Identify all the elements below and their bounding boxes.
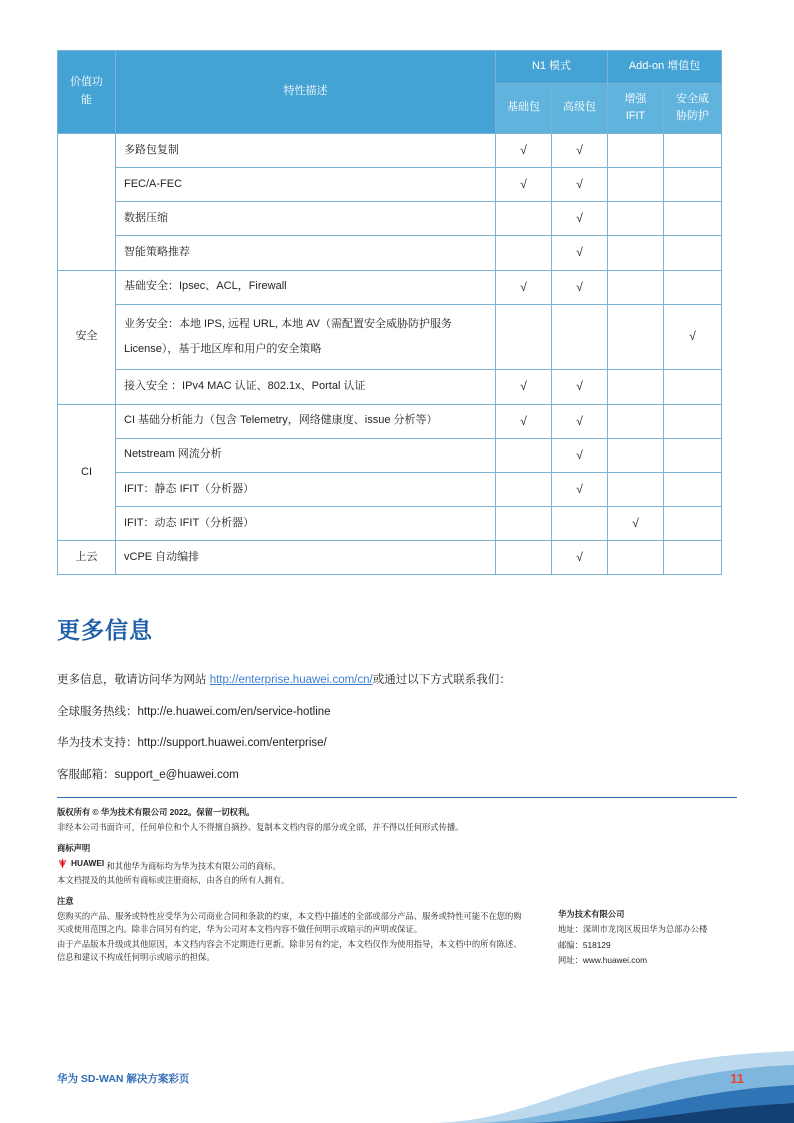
- category-cell-cloud: 上云: [58, 541, 116, 575]
- ifit-cell: [608, 202, 664, 236]
- description-cell: 接入安全 ：IPv4 MAC 认证、802.1x、Portal 认证: [116, 370, 496, 404]
- trademark-line-1-rest: 和其他华为商标均为华为技术有限公司的商标。: [106, 860, 281, 871]
- table-row: [58, 404, 722, 438]
- advanced-cell: √: [552, 541, 608, 575]
- ifit-cell: [608, 404, 664, 438]
- table-row: [58, 438, 722, 472]
- advanced-cell: √: [552, 236, 608, 270]
- company-address-block: [558, 907, 707, 968]
- security-cell: [664, 236, 722, 270]
- trademark-line-2: 本文档提及的其他所有商标或注册商标，由各自的所有人拥有。: [57, 875, 290, 886]
- description-cell: IFIT：动态 IFIT（分析器）: [116, 507, 496, 541]
- basic-cell: [496, 438, 552, 472]
- table-row: [58, 133, 722, 167]
- feature-comparison-table: [57, 50, 722, 575]
- ifit-cell: [608, 270, 664, 304]
- table-header-row-1: [58, 51, 722, 84]
- header-feature: 价值功能: [58, 51, 116, 134]
- security-cell: [664, 133, 722, 167]
- more-info-heading: 更多信息: [57, 617, 153, 643]
- feature-table-container: [57, 50, 721, 575]
- description-cell: vCPE 自动编排: [116, 541, 496, 575]
- basic-cell: √: [496, 270, 552, 304]
- security-cell: [664, 438, 722, 472]
- security-cell: [664, 507, 722, 541]
- copyright-line: 版权所有 © 华为技术有限公司 2022。保留一切权利。: [57, 807, 255, 817]
- header-description: 特性描述: [116, 51, 496, 134]
- security-cell: [664, 472, 722, 506]
- table-row: [58, 541, 722, 575]
- contact-intro-prefix: 更多信息，敬请访问华为网站: [57, 674, 210, 686]
- advanced-cell: √: [552, 472, 608, 506]
- description-cell: FEC/A-FEC: [116, 167, 496, 201]
- advanced-cell: [552, 304, 608, 370]
- header-security-protection: 安全威胁防护: [664, 83, 722, 133]
- contact-intro-suffix: 或通过以下方式联系我们：: [372, 674, 511, 686]
- security-cell: [664, 202, 722, 236]
- service-hotline-line: 全球服务热线：http://e.huawei.com/en/service-hotline: [57, 705, 331, 718]
- tech-support-line: 华为技术支持：http://support.huawei.com/enterprise/: [57, 737, 327, 750]
- table-row: [58, 472, 722, 506]
- section-divider: [57, 797, 737, 798]
- description-cell: 数据压缩: [116, 202, 496, 236]
- table-row: [58, 507, 722, 541]
- description-cell: IFIT：静态 IFIT（分析器）: [116, 472, 496, 506]
- ifit-cell: [608, 541, 664, 575]
- huawei-logo-wordmark: [57, 857, 104, 870]
- notice-title: 注意: [57, 896, 74, 907]
- advanced-cell: √: [552, 438, 608, 472]
- description-cell: Netstream 网流分析: [116, 438, 496, 472]
- header-group-n1: N1 模式: [496, 51, 608, 84]
- header-basic-package: 基础包: [496, 83, 552, 133]
- service-email-line: 客服邮箱：support_e@huawei.com: [57, 768, 239, 781]
- header-advanced-package: 高级包: [552, 83, 608, 133]
- footer-title: 华为 SD-WAN 解决方案彩页: [57, 1073, 190, 1085]
- basic-cell: [496, 507, 552, 541]
- category-cell-ci: CI: [58, 404, 116, 541]
- advanced-cell: √: [552, 404, 608, 438]
- ifit-cell: [608, 167, 664, 201]
- basic-cell: √: [496, 370, 552, 404]
- ifit-cell: [608, 472, 664, 506]
- basic-cell: [496, 202, 552, 236]
- advanced-cell: √: [552, 133, 608, 167]
- basic-cell: [496, 472, 552, 506]
- category-cell-security: 安全: [58, 270, 116, 404]
- ifit-cell: [608, 370, 664, 404]
- trademark-title: 商标声明: [57, 842, 91, 853]
- ifit-cell: √: [608, 507, 664, 541]
- description-cell: 智能策略推荐: [116, 236, 496, 270]
- security-cell: √: [664, 304, 722, 370]
- table-row: [58, 270, 722, 304]
- advanced-cell: √: [552, 370, 608, 404]
- table-row: [58, 202, 722, 236]
- advanced-cell: √: [552, 167, 608, 201]
- security-cell: [664, 167, 722, 201]
- header-group-addon: Add-on 增值包: [608, 51, 722, 84]
- huawei-enterprise-link[interactable]: http://enterprise.huawei.com/cn/: [209, 674, 373, 686]
- ifit-cell: [608, 304, 664, 370]
- description-cell: CI 基础分析能力（包含 Telemetry，网络健康度、issue 分析等）: [116, 404, 496, 438]
- basic-cell: [496, 304, 552, 370]
- basic-cell: √: [496, 404, 552, 438]
- security-cell: [664, 270, 722, 304]
- notice-paragraph-1: 您购买的产品、服务或特性应受华为公司商业合同和条款的约束，本文档中描述的全部或部分产品、服务或特性可能不在您的购买或使用范围之内。除非合同另有约定，华为公司对本文档内容不做任何明示或暗示的声明或保证。: [57, 911, 522, 934]
- ifit-cell: [608, 236, 664, 270]
- company-website-line: 网址：www.huawei.com: [558, 955, 647, 966]
- ifit-cell: [608, 133, 664, 167]
- contact-block: [57, 665, 737, 792]
- table-row: [58, 167, 722, 201]
- ifit-cell: [608, 438, 664, 472]
- company-name: 华为技术有限公司: [558, 909, 625, 919]
- security-cell: [664, 404, 722, 438]
- description-cell: 基础安全：Ipsec、ACL，Firewall: [116, 270, 496, 304]
- security-cell: [664, 541, 722, 575]
- description-cell: 业务安全：本地 IPS, 远程 URL, 本地 AV（需配置安全威胁防护服务 License），基于地区库和用户的安全策略: [116, 304, 496, 370]
- advanced-cell: √: [552, 202, 608, 236]
- advanced-cell: √: [552, 270, 608, 304]
- basic-cell: [496, 236, 552, 270]
- category-cell-blank: [58, 133, 116, 270]
- table-row: [58, 236, 722, 270]
- header-enhanced-ifit: 增强 IFIT: [608, 83, 664, 133]
- basic-cell: [496, 541, 552, 575]
- description-cell: 多路包复制: [116, 133, 496, 167]
- security-cell: [664, 370, 722, 404]
- advanced-cell: [552, 507, 608, 541]
- trademark-line-1: [57, 857, 527, 873]
- company-address-line: 地址：深圳市龙岗区坂田华为总部办公楼: [558, 924, 708, 935]
- table-row: [58, 304, 722, 370]
- table-row: [58, 370, 722, 404]
- legal-block: [57, 806, 527, 966]
- table-body: [58, 133, 722, 575]
- basic-cell: √: [496, 133, 552, 167]
- notice-paragraph-2: 由于产品版本升级或其他原因，本文档内容会不定期进行更新。除非另有约定，本文档仅作为使用指导，本文档中的所有陈述、信息和建议不构成任何明示或暗示的担保。: [57, 938, 522, 962]
- company-zip-line: 邮编：518129: [558, 939, 611, 950]
- page-number: 11: [730, 1071, 744, 1086]
- huawei-flower-icon: [57, 858, 68, 869]
- table-head: [58, 51, 722, 134]
- copyright-note: 非经本公司书面许可，任何单位和个人不得擅自摘抄、复制本文档内容的部分或全部，并不得以任何形式传播。: [57, 821, 464, 832]
- contact-intro-line: [57, 665, 737, 697]
- basic-cell: √: [496, 167, 552, 201]
- huawei-wordmark-text: HUAWEI: [71, 857, 105, 868]
